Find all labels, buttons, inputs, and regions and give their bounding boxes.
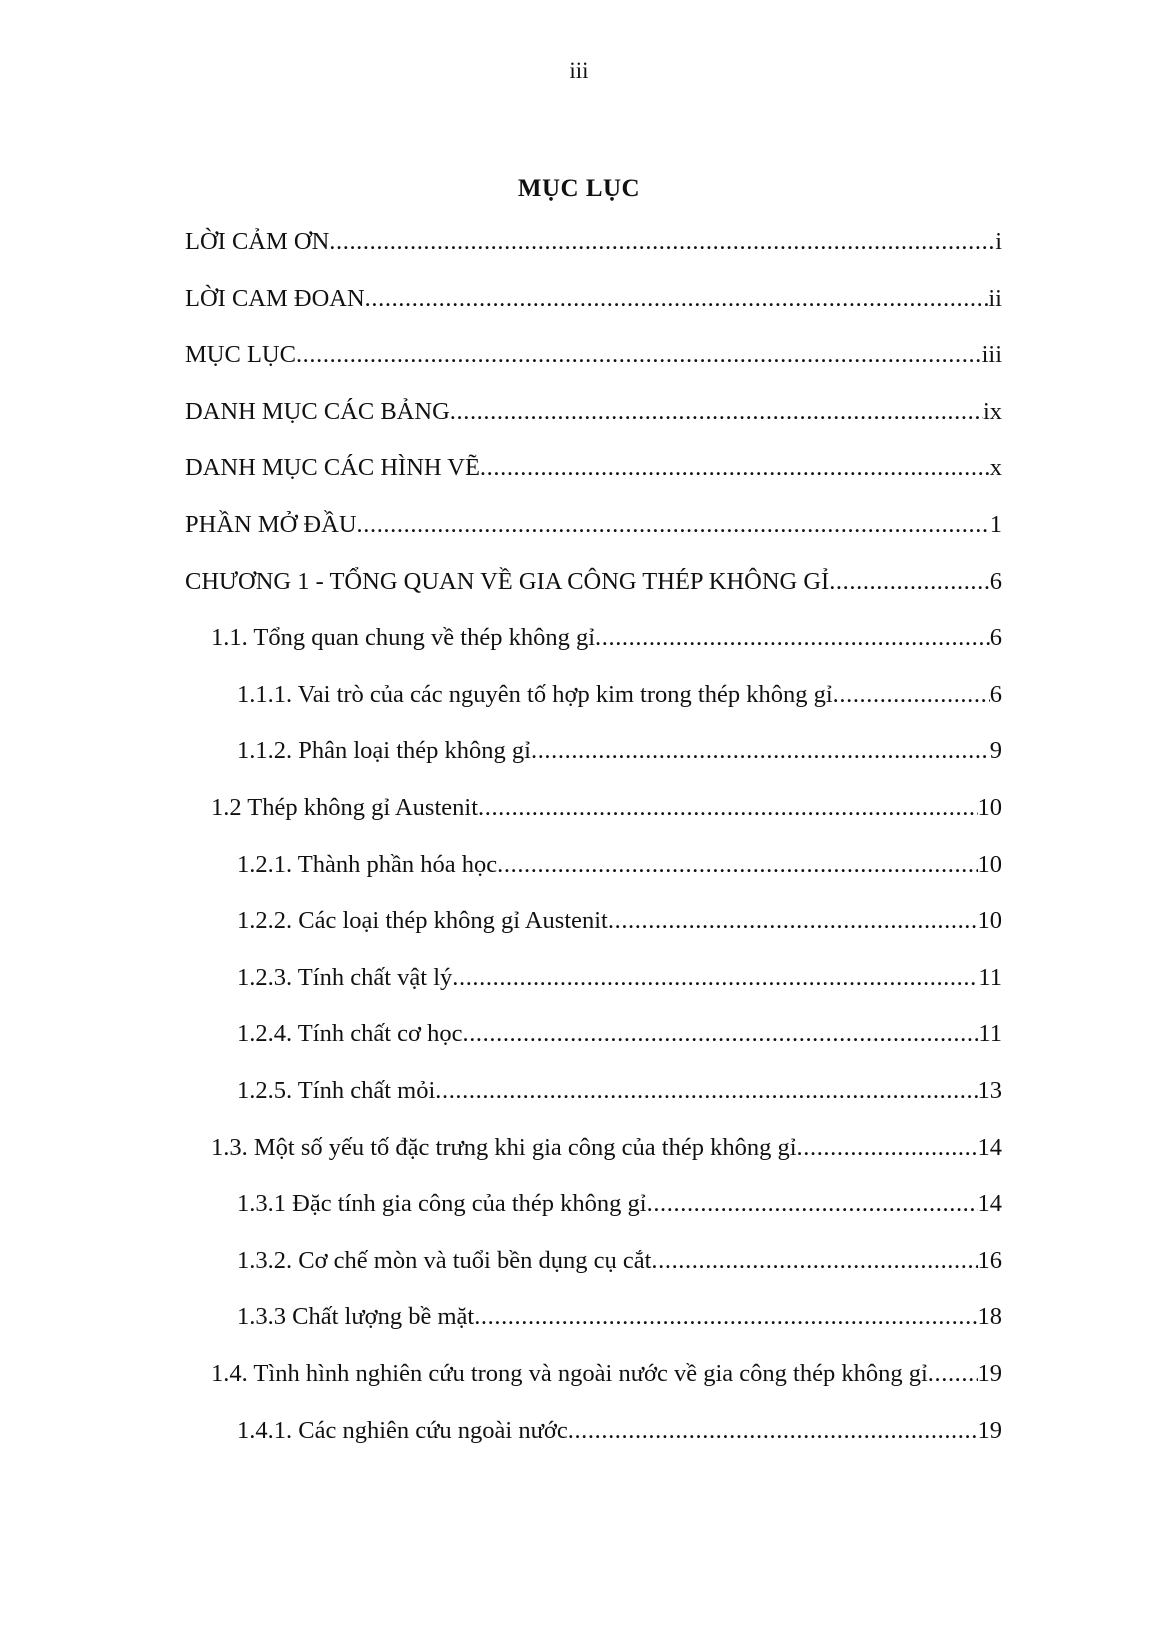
toc-entry[interactable] [185,395,1002,429]
dot-leader [478,791,978,825]
dot-leader [357,508,990,542]
dot-leader [829,565,990,599]
toc-entry-label: 1.3.3 Chất lượng bề mặt [237,1303,475,1331]
toc-entry-label: 1.2 Thép không gỉ Austenit [211,794,478,821]
toc-entry-page-number: ix [982,397,1002,425]
dot-leader [595,621,990,655]
dot-leader [608,904,978,938]
dot-leader [296,338,982,372]
dot-leader [480,451,990,485]
toc-entry-page-number: 11 [978,963,1002,991]
toc-entry-label: 1.1.1. Vai trò của các nguyên tố hợp kim trong thép không gỉ [237,680,833,708]
toc-entry-page-number: 13 [977,1077,1002,1104]
toc-entry[interactable] [237,961,1002,995]
toc-entry-page-number: 19 [977,1360,1002,1387]
toc-entry-label: 1.4.1. Các nghiên cứu ngoài nước [237,1416,568,1444]
toc-entry-label: 1.2.5. Tính chất mỏi [237,1077,436,1104]
toc-entry[interactable] [185,508,1002,542]
dot-leader [651,1244,977,1278]
toc-entry[interactable] [237,1414,1002,1448]
toc-entry-label: 1.2.4. Tính chất cơ học [237,1020,463,1048]
toc-entry-page-number: i [995,228,1002,255]
toc-entry-label: 1.2.2. Các loại thép không gỉ Austenit [237,907,608,935]
toc-entry-page-number: 19 [977,1416,1002,1444]
page-number: iii [569,58,589,83]
toc-entry-page-number: 18 [977,1303,1002,1331]
dot-leader [797,1131,978,1165]
toc-entry-label: 1.4. Tình hình nghiên cứu trong và ngoài nước về gia công thép không gỉ [211,1360,928,1387]
toc-entry-label: MỤC LỤC [185,341,296,369]
toc-entry-label: LỜI CẢM ƠN [185,228,330,255]
dot-leader [497,848,977,882]
toc-entry[interactable] [237,1244,1002,1278]
dot-leader [435,1074,977,1108]
toc-entry-page-number: 10 [977,907,1002,935]
dot-leader [833,678,990,712]
toc-entry[interactable] [185,451,1002,485]
toc-entry[interactable] [237,1017,1002,1051]
dot-leader [647,1187,978,1221]
toc-entry-label: DANH MỤC CÁC HÌNH VẼ [185,454,480,482]
toc-entry[interactable] [211,1131,1002,1165]
toc-entry-page-number: x [989,454,1002,482]
toc-entry[interactable] [237,734,1002,768]
toc-entry-page-number: 6 [989,624,1002,652]
toc-entry[interactable] [237,1074,1002,1108]
toc-entry[interactable] [237,904,1002,938]
toc-entry[interactable] [185,225,1002,259]
toc-entry-page-number: 10 [977,794,1002,821]
toc-entry-label: 1.1. Tổng quan chung về thép không gỉ [211,624,596,652]
toc-entry[interactable] [185,565,1002,599]
toc-entry-page-number: 14 [977,1190,1002,1218]
dot-leader [531,734,990,768]
toc-entry-page-number: 11 [978,1020,1002,1048]
toc-entry[interactable] [185,338,1002,372]
toc-entry-page-number: 16 [977,1246,1002,1274]
toc-entry-label: LỜI CAM ĐOAN [185,284,365,312]
toc-entry[interactable] [211,621,1002,655]
toc-entry-label: DANH MỤC CÁC BẢNG [185,397,450,425]
toc-entry-page-number: 6 [989,680,1002,708]
dot-leader [450,395,983,429]
toc-title: MỤC LỤC [517,175,641,202]
toc-entry-label: 1.3.1 Đặc tính gia công của thép không gỉ [237,1190,647,1218]
dot-leader [568,1414,978,1448]
dot-leader [329,225,995,259]
toc-entry[interactable] [185,282,1002,316]
dot-leader [452,961,978,995]
toc-entry-label: 1.3.2. Cơ chế mòn và tuổi bền dụng cụ cắt [237,1246,652,1274]
dot-leader [462,1017,978,1051]
toc-entry[interactable] [237,1187,1002,1221]
toc-entry[interactable] [237,848,1002,882]
toc-entry-page-number: iii [981,341,1002,369]
toc-entry[interactable] [211,791,1002,825]
dot-leader [928,1357,978,1391]
toc-entry-page-number: 6 [989,567,1002,595]
toc-entry[interactable] [237,678,1002,712]
toc-entry[interactable] [237,1300,1002,1334]
toc-entry-label: 1.2.3. Tính chất vật lý [237,963,453,991]
toc-entry-page-number: 14 [977,1133,1002,1161]
toc-entry-label: 1.2.1. Thành phần hóa học [237,850,498,878]
toc-entry-label: 1.1.2. Phân loại thép không gỉ [237,737,531,765]
toc-entry-label: CHƯƠNG 1 - TỔNG QUAN VỀ GIA CÔNG THÉP KHÔNG GỈ [185,567,830,595]
toc-entry-page-number: 1 [989,511,1002,538]
toc-entry[interactable] [211,1357,1002,1391]
toc-entry-page-number: 9 [989,737,1002,765]
toc-entry-page-number: 10 [977,850,1002,878]
dot-leader [365,282,989,316]
toc-entry-page-number: ii [988,284,1002,312]
toc-entry-label: 1.3. Một số yếu tố đặc trưng khi gia công của thép không gỉ [211,1133,797,1161]
toc-entry-label: PHẦN MỞ ĐẦU [185,511,357,538]
dot-leader [474,1300,977,1334]
